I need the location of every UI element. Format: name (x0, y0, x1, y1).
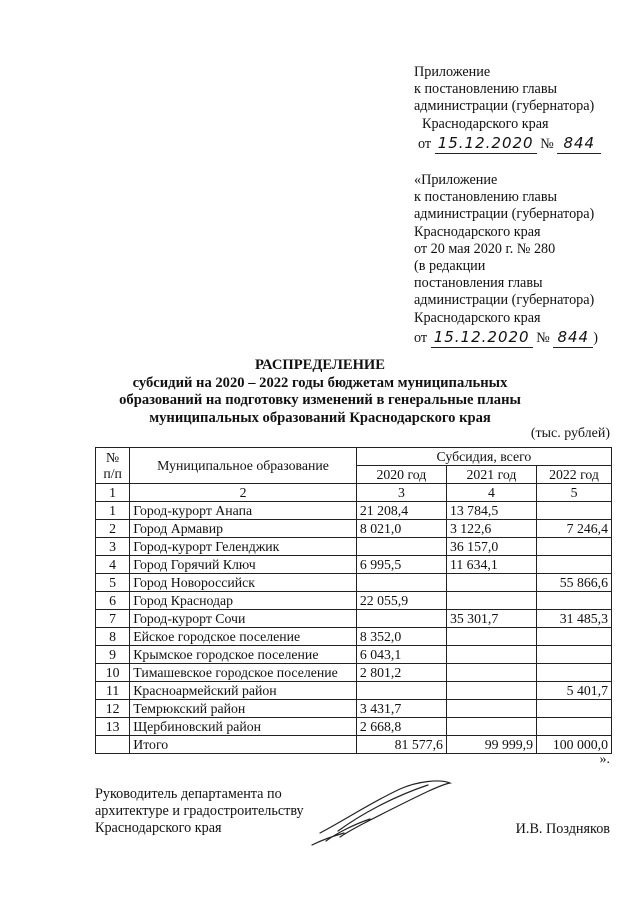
value-2020 (356, 682, 446, 700)
edition-line-7: постановления главы (414, 275, 543, 292)
edition-line-8: администрации (губернатора) (414, 292, 595, 309)
value-2021: 11 634,1 (446, 556, 536, 574)
header-subsidy: Субсидия, всего (356, 448, 611, 466)
municipality-name: Темрюкский район (130, 700, 357, 718)
municipality-name: Крымское городское поселение (130, 646, 357, 664)
table-row (96, 556, 612, 574)
municipality-name: Город Новороссийск (130, 574, 357, 592)
handwritten-number: 844 (557, 135, 601, 154)
edition-handwritten-number: 844 (553, 329, 593, 348)
header-year-2022: 2022 год (537, 466, 612, 484)
total-label: Итого (130, 736, 357, 754)
table-row (96, 538, 612, 556)
signer-title-2: архитектуре и градостроительству (95, 803, 304, 820)
value-2022 (537, 646, 612, 664)
colnum-5: 5 (537, 484, 612, 502)
header-year-2020: 2020 год (356, 466, 446, 484)
value-2022 (537, 628, 612, 646)
row-number: 6 (96, 592, 130, 610)
row-number: 12 (96, 700, 130, 718)
appendix-line-3: администрации (губернатора) (414, 98, 595, 115)
title-line-4: муниципальных образований Краснодарского края (149, 409, 491, 426)
header-number: № п/п (96, 448, 130, 484)
value-2021 (446, 628, 536, 646)
value-2022 (537, 592, 612, 610)
appendix-line-2: к постановлению главы (414, 81, 558, 98)
value-2020: 2 668,8 (356, 718, 446, 736)
handwritten-signature (300, 775, 460, 850)
municipality-name: Ейское городское поселение (130, 628, 357, 646)
number-prefix: № (540, 135, 554, 152)
value-2021: 3 122,6 (446, 520, 536, 538)
colnum-3: 3 (356, 484, 446, 502)
row-number: 10 (96, 664, 130, 682)
subsidy-table (95, 447, 612, 754)
table-row (96, 700, 612, 718)
edition-line-3: администрации (губернатора) (414, 206, 595, 223)
edition-line-5: от 20 мая 2020 г. № 280 (414, 240, 556, 257)
row-number: 8 (96, 628, 130, 646)
appendix-header-edition (414, 172, 598, 348)
date-prefix: от (418, 135, 432, 152)
value-2022 (537, 502, 612, 520)
row-number: 7 (96, 610, 130, 628)
title-line-1: РАСПРЕДЕЛЕНИЕ (254, 357, 386, 373)
municipality-name: Тимашевское городское поселение (130, 664, 357, 682)
edition-line-6: (в редакции (414, 258, 486, 275)
colnum-4: 4 (446, 484, 536, 502)
value-2021 (446, 664, 536, 682)
value-2020: 6 043,1 (356, 646, 446, 664)
value-2020: 3 431,7 (356, 700, 446, 718)
edition-date-line (414, 329, 598, 348)
title-line-2: субсидий на 2020 – 2022 годы бюджетам муниципальных (132, 374, 508, 391)
edition-line-2: к постановлению главы (414, 189, 558, 206)
signer-title-1: Руководитель департамента по (95, 786, 282, 802)
municipality-name: Город Краснодар (130, 592, 357, 610)
total-2021: 99 999,9 (446, 736, 536, 754)
edition-number-prefix: № (536, 329, 550, 346)
appendix-line-4: Краснодарского края (422, 115, 549, 132)
value-2022: 31 485,3 (537, 610, 612, 628)
table-row (96, 520, 612, 538)
colnum-1: 1 (96, 484, 130, 502)
table-row (96, 574, 612, 592)
value-2020 (356, 574, 446, 592)
value-2022 (537, 664, 612, 682)
value-2020 (356, 610, 446, 628)
appendix-header (414, 64, 601, 154)
row-number: 3 (96, 538, 130, 556)
row-number: 4 (96, 556, 130, 574)
total-2022: 100 000,0 (537, 736, 612, 754)
header-municipality: Муниципальное образование (130, 448, 357, 484)
table-row (96, 718, 612, 736)
end-quote: ». (599, 752, 610, 767)
table-row (96, 628, 612, 646)
value-2020: 21 208,4 (356, 502, 446, 520)
value-2022: 7 246,4 (537, 520, 612, 538)
municipality-name: Город Армавир (130, 520, 357, 538)
value-2020: 8 352,0 (356, 628, 446, 646)
colnum-2: 2 (130, 484, 357, 502)
table-row (96, 646, 612, 664)
edition-line-4: Краснодарского края (414, 223, 541, 240)
value-2021 (446, 700, 536, 718)
appendix-line-1: Приложение (414, 64, 491, 80)
value-2020 (356, 538, 446, 556)
value-2021: 13 784,5 (446, 502, 536, 520)
value-2020: 8 021,0 (356, 520, 446, 538)
unit-note: (тыс. рублей) (530, 426, 610, 441)
value-2022 (537, 718, 612, 736)
signer-title-3: Краснодарского края (95, 820, 222, 837)
table-row (96, 610, 612, 628)
title-line-3: образований на подготовку изменений в генеральные планы (119, 392, 521, 408)
header-year-2021: 2021 год (446, 466, 536, 484)
value-2020: 6 995,5 (356, 556, 446, 574)
municipality-name: Город-курорт Сочи (130, 610, 357, 628)
value-2021 (446, 646, 536, 664)
value-2021 (446, 592, 536, 610)
table-row (96, 664, 612, 682)
value-2021: 36 157,0 (446, 538, 536, 556)
row-number: 2 (96, 520, 130, 538)
value-2020: 22 055,9 (356, 592, 446, 610)
edition-line-1: «Приложение (414, 172, 498, 188)
value-2020: 2 801,2 (356, 664, 446, 682)
table-row (96, 682, 612, 700)
row-number: 5 (96, 574, 130, 592)
edition-handwritten-date: 15.12.2020 (431, 329, 533, 348)
edition-close-paren: ) (593, 329, 599, 346)
signature-block (95, 786, 304, 838)
row-number: 1 (96, 502, 130, 520)
signer-name: И.В. Поздняков (515, 821, 610, 837)
value-2022 (537, 538, 612, 556)
row-number: 9 (96, 646, 130, 664)
value-2022: 55 866,6 (537, 574, 612, 592)
municipality-name: Щербиновский район (130, 718, 357, 736)
total-empty-cell (96, 736, 130, 754)
edition-line-9: Краснодарского края (414, 309, 541, 326)
edition-date-prefix: от (414, 329, 428, 346)
appendix-date-line (414, 135, 601, 154)
row-number: 11 (96, 682, 130, 700)
table-row (96, 592, 612, 610)
handwritten-date: 15.12.2020 (435, 135, 537, 154)
value-2022: 5 401,7 (537, 682, 612, 700)
total-row (96, 736, 612, 754)
municipality-name: Город-курорт Анапа (130, 502, 357, 520)
document-title (0, 357, 640, 427)
value-2021 (446, 718, 536, 736)
value-2021: 35 301,7 (446, 610, 536, 628)
municipality-name: Красноармейский район (130, 682, 357, 700)
municipality-name: Город Горячий Ключ (130, 556, 357, 574)
row-number: 13 (96, 718, 130, 736)
value-2022 (537, 556, 612, 574)
value-2021 (446, 574, 536, 592)
total-2020: 81 577,6 (356, 736, 446, 754)
municipality-name: Город-курорт Геленджик (130, 538, 357, 556)
value-2022 (537, 700, 612, 718)
value-2021 (446, 682, 536, 700)
table-row (96, 502, 612, 520)
